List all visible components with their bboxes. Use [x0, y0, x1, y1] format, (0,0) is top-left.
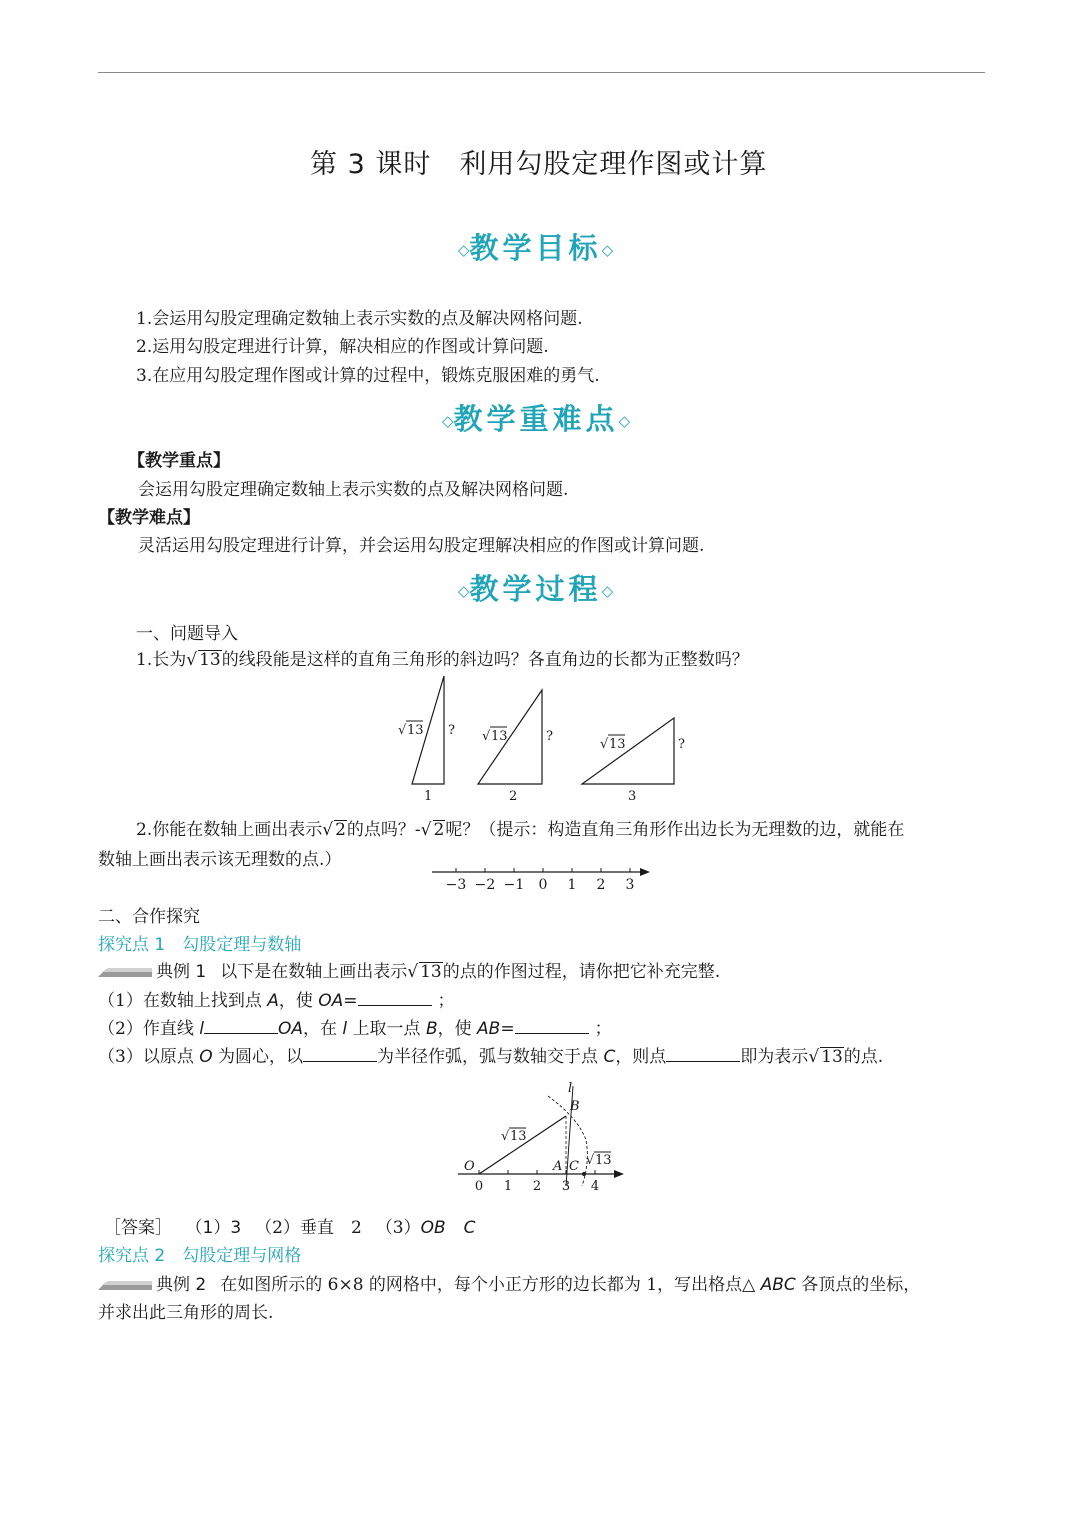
- point-B: B: [425, 1019, 438, 1039]
- q2-radicand-2: 2: [433, 820, 445, 840]
- arc-sqrt: √: [586, 1153, 595, 1168]
- answer-blank[interactable]: [666, 1047, 740, 1062]
- question-1: [136, 645, 749, 670]
- step2-text: 上取一点: [347, 1019, 426, 1039]
- step2-text: （2）作直线: [98, 1019, 200, 1039]
- difficulty-text: 灵活运用勾股定理进行计算，并会运用勾股定理解决相应的作图或计算问题.: [138, 536, 705, 556]
- arrow-right-icon: [614, 1170, 624, 1178]
- point-C: C: [603, 1047, 616, 1067]
- goal-item: 1.会运用勾股定理确定数轴上表示实数的点及解决网格问题.: [136, 309, 583, 329]
- tri1-hyp-sqrt: √: [398, 723, 407, 738]
- step2-text: ，使: [437, 1019, 478, 1039]
- segment-AB: AB: [477, 1019, 501, 1039]
- tri3-hyp-sqrt: √: [600, 737, 609, 752]
- difficulty-heading: 【教学难点】: [98, 508, 200, 528]
- example-2-line2: 并求出此三角形的周长.: [98, 1303, 274, 1323]
- tri2-hyp: 13: [491, 729, 508, 744]
- axis-tick-label: −3: [445, 877, 467, 893]
- point-A: A: [267, 991, 279, 1011]
- q2-text-a: 2.你能在数轴上画出表示: [136, 820, 323, 840]
- hyp-sqrt: √: [501, 1129, 510, 1144]
- answer-3: （3）: [375, 1218, 421, 1238]
- ex2-text-b: 各顶点的坐标，: [795, 1275, 921, 1295]
- answer-blank[interactable]: [358, 991, 432, 1006]
- tri3-base: 3: [628, 789, 637, 804]
- axis-tick-label: 3: [561, 1179, 571, 1194]
- sqrt-symbol: √: [186, 650, 198, 670]
- semicolon: ；: [437, 991, 455, 1011]
- label-A: A: [553, 1159, 563, 1174]
- hyp-label: 13: [510, 1129, 527, 1144]
- diamond-icon: ◇: [601, 241, 614, 259]
- example-banner-icon: [98, 1280, 152, 1291]
- tri1-leg: ?: [448, 723, 455, 738]
- equals-sign: =: [343, 991, 358, 1011]
- diamond-icon: ◇: [601, 582, 614, 600]
- step2-text: ，在: [302, 1019, 343, 1039]
- axis-tick-label: 1: [503, 1179, 513, 1194]
- section-heading-key: [442, 397, 630, 438]
- q1-radicand: 13: [199, 650, 221, 670]
- tri3-hyp: 13: [609, 737, 626, 752]
- diamond-icon: ◇: [618, 412, 631, 430]
- page-title: 第 3 课时 利用勾股定理作图或计算: [310, 149, 768, 180]
- axis-tick-label: 3: [625, 877, 635, 893]
- tri1-base: 1: [424, 789, 433, 804]
- step-1: [98, 986, 455, 1011]
- equals-sign: =: [500, 1019, 515, 1039]
- q2-radicand-1: 2: [335, 820, 346, 840]
- question-2-line2: 数轴上画出表示该无理数的点.）: [98, 850, 342, 870]
- label-B: B: [570, 1099, 580, 1114]
- triangle-3: [582, 718, 674, 784]
- diamond-icon: ◇: [442, 412, 454, 430]
- diamond-icon: ◇: [458, 582, 470, 600]
- explore-point-1: 探究点 1 勾股定理与数轴: [98, 935, 302, 955]
- answer-C: C: [463, 1218, 476, 1238]
- focus-text: 会运用勾股定理确定数轴上表示实数的点及解决网格问题.: [138, 480, 569, 500]
- line-l: l: [342, 1019, 348, 1039]
- part2-heading: 二、合作探究: [98, 907, 200, 927]
- focus-heading: 【教学重点】: [128, 451, 230, 471]
- answer-2: （2）垂直 2: [255, 1218, 362, 1238]
- explore-point-2: 探究点 2 勾股定理与网格: [98, 1246, 302, 1266]
- q1-suffix: 的线段能是这样的直角三角形的斜边吗？各直角边的长都为正整数吗？: [221, 650, 749, 670]
- example-banner-icon: [98, 967, 152, 978]
- q2-text-c: 呢？（提示：构造直角三角形作出边长为无理数的边，就能在: [445, 820, 905, 840]
- ex2-text-a: 在如图所示的 6×8 的网格中，每个小正方形的边长都为 1，写出格点△: [220, 1275, 761, 1295]
- step-2: [98, 1014, 612, 1039]
- answer-blank[interactable]: [515, 1019, 589, 1034]
- segment-OA: OA: [318, 991, 344, 1011]
- step3-text: ，则点: [615, 1047, 667, 1067]
- axis-tick-label: 4: [590, 1179, 600, 1194]
- sqrt-symbol: √: [420, 820, 432, 840]
- goal-item: 3.在应用勾股定理作图或计算的过程中，锻炼克服困难的勇气.: [136, 366, 600, 386]
- tri2-base: 2: [509, 789, 518, 804]
- tri2-hyp-sqrt: √: [482, 729, 491, 744]
- example-2-label: 典例 2: [156, 1275, 207, 1295]
- axis-tick-label: 0: [474, 1179, 484, 1194]
- q2-text-b: 的点吗？-: [346, 820, 421, 840]
- ex1-text-a: 以下是在数轴上画出表示: [220, 962, 408, 982]
- axis-tick-label: −1: [503, 877, 525, 893]
- ex1-radicand: 13: [420, 962, 442, 982]
- tri1-hyp: 13: [407, 723, 424, 738]
- diamond-icon: ◇: [458, 241, 470, 259]
- step3-text: 为圆心，以: [212, 1047, 304, 1067]
- answer-1: （1）3: [194, 1218, 242, 1238]
- triangles-figure: [390, 668, 700, 806]
- answer-OB: OB: [420, 1218, 446, 1238]
- answer-blank[interactable]: [303, 1047, 377, 1062]
- arrow-right-icon: [640, 868, 650, 876]
- part1-heading: 一、问题导入: [136, 624, 238, 644]
- axis-tick-label: 1: [567, 877, 577, 893]
- tri2-leg: ?: [546, 729, 553, 744]
- triangle-ABC: ABC: [760, 1275, 796, 1295]
- step3-text: 为半径作弧，弧与数轴交于点: [377, 1047, 604, 1067]
- step1-text: ，使: [278, 991, 319, 1011]
- header-rule: [98, 72, 985, 73]
- answer-line: [104, 1213, 476, 1238]
- axis-tick-label: 2: [532, 1179, 542, 1194]
- segment-OA: OA: [277, 1019, 303, 1039]
- semicolon: ；: [594, 1019, 612, 1039]
- answer-label: ［答案］: [104, 1218, 172, 1238]
- example-1: [98, 957, 720, 982]
- section-heading-goals: [458, 226, 613, 267]
- step1-text: （1）在数轴上找到点: [98, 991, 268, 1011]
- tri3-leg: ?: [678, 737, 685, 752]
- goal-item: 2.运用勾股定理进行计算，解决相应的作图或计算问题.: [136, 337, 549, 357]
- label-l: l: [568, 1081, 573, 1096]
- section-heading-process: [458, 567, 613, 608]
- q1-prefix: 1.长为: [136, 650, 187, 670]
- step3-radicand: 13: [821, 1047, 843, 1067]
- point-C-dot: [582, 1172, 586, 1176]
- section-title-key: 教学重难点: [453, 402, 619, 436]
- axis-tick-label: 0: [538, 877, 548, 893]
- section-title-process: 教学过程: [469, 572, 602, 606]
- point-O: O: [199, 1047, 213, 1067]
- sqrt-symbol: √: [322, 820, 334, 840]
- number-line-figure: [426, 862, 658, 894]
- arc-label: 13: [595, 1153, 612, 1168]
- example-1-label: 典例 1: [156, 962, 207, 982]
- label-C: C: [569, 1159, 579, 1174]
- step-3: [98, 1042, 883, 1067]
- ex1-text-b: 的点的作图过程，请你把它补充完整.: [442, 962, 721, 982]
- label-O: O: [464, 1159, 475, 1174]
- construction-figure: [452, 1078, 632, 1196]
- axis-tick-label: 2: [596, 877, 606, 893]
- step3-text: 即为表示: [740, 1047, 809, 1067]
- answer-blank[interactable]: [204, 1019, 278, 1034]
- step3-text: （3）以原点: [98, 1047, 200, 1067]
- sqrt-symbol: √: [808, 1047, 820, 1067]
- question-2: [136, 815, 904, 840]
- example-2: [98, 1270, 920, 1295]
- axis-tick-label: −2: [474, 877, 496, 893]
- line-l: l: [199, 1019, 204, 1039]
- sqrt-symbol: √: [407, 962, 419, 982]
- section-title-goals: 教学目标: [469, 231, 602, 265]
- step3-text: 的点.: [843, 1047, 884, 1067]
